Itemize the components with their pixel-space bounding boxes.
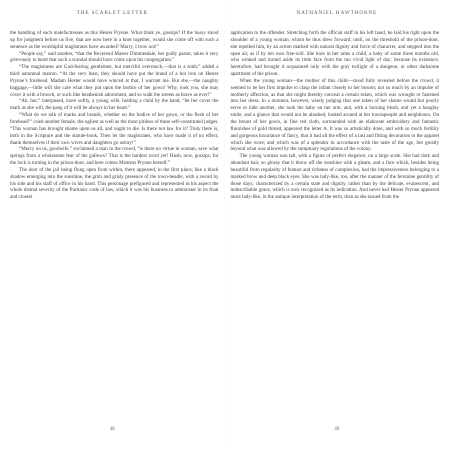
left-page-body	[10, 30, 219, 201]
paragraph: “Ah, but,” interposed, more softly, a young wife, holding a child by the hand, “let her cover the mark as she will, the pang of it will be always in her heart.”	[10, 98, 219, 112]
right-page	[225, 0, 449, 449]
running-head-left: THE SCARLET LETTER	[76, 10, 148, 16]
paragraph: “What do we talk of marks and brands, whether on the bodice of her gown, or the flesh of her forehead?” cried another female, the ugliest as well as the most pitiless of these self-constituted judges. “This woman has brought shame upon us all, and ought to die. Is there not law for it? Truly there is, both in the Scripture and the statute-book. Then let the magistrates, who have made it of no effect, thank themselves if their own wives and daughters go astray!”	[10, 112, 219, 146]
paragraph: the handling of such malefactresses as this Hester Prynne. What think ye, gossips? If the hussy stood up for judgment before us five, that are now here in a knot together, would she come off with such a sentence as the worshipful magistrates have awarded? Marry, I trow not!”	[10, 30, 219, 50]
paragraph: The young woman was tall, with a figure of perfect elegance, on a large scale. She had dark and abundant hair, so glossy that it threw off the sunshine with a gleam, and a face which, besides being beautiful from regularity of feature and richness of complexion, had the impressiveness belonging to a marked brow and deep black eyes. She was lady-like, too, after the manner of the feminine gentility of those days; characterized by a certain state and dignity, rather than by the delicate, evanescent, and indescribable grace, which is now recognized as its indication. And never had Hester Prynne appeared more lady-like, in the antique interpretation of the term, than as she issued from the	[230, 153, 439, 201]
paragraph: “Mercy on us, goodwife,” exclaimed a man in the crowd, “is there no virtue in woman, save what springs from a wholesome fear of the gallows? That is the hardest word yet! Hush, now, gossips; for the lock is turning in the prison-door, and here comes Mistress Prynne herself.”	[10, 146, 219, 167]
paragraph: The door of the jail being flung open from within, there appeared, in the first place, like a black shadow emerging into the sunshine, the grim and grisly presence of the town-beadle, with a sword by his side and his staff of office in his hand. This personage prefigured and represented in his aspect the whole dismal severity of the Puritanic code of law, which it was his business to administer in its final and closest	[10, 166, 219, 201]
paragraph: “The magistrates are God-fearing gentlemen, but merciful overmuch,—that is a truth,” added a third autumnal matron. “At the very least, they should have put the brand of a hot iron on Hester Prynne’s forehead. Madam Hester would have winced at that, I warrant me. But she,—the naughty baggage,—little will she care what they put upon the bodice of her gown! Why, look you, she may cover it with a brooch, or such like heathenish adornment, and so walk the streets as brave as ever!”	[10, 64, 219, 98]
right-page-body	[231, 30, 440, 201]
paragraph: application to the offender. Stretching forth the official staff in his left hand, he laid his right upon the shoulder of a young woman, whom he thus drew forward; until, on the threshold of the prison-door, she repelled him, by an action marked with natural dignity and force of character, and stepped into the open air, as if by her own free-will. She bore in her arms a child, a baby of some three months old, who winked and turned aside its little face from the too vivid light of day; because its existence, heretofore, had brought it acquainted only with the gray twilight of a dungeon, or other darksome apartment of the prison.	[230, 30, 439, 78]
page-number-left: 48	[109, 427, 115, 432]
paragraph: “People say,” said another, “that the Reverend Master Dimmesdale, her godly pastor, takes it very grievously to heart that such a scandal should have come upon his congregation.”	[10, 50, 219, 64]
paragraph: When the young woman—the mother of this child—stood fully revealed before the crowd, it seemed to be her first impulse to clasp the infant closely to her bosom; not so much by an impulse of motherly affection, as that she might thereby conceal a certain token, which was wrought or fastened into her dress. In a moment, however, wisely judging that one token of her shame would but poorly serve to hide another, she took the baby on her arm, and, with a burning blush, and yet a haughty smile, and a glance that would not be abashed, looked around at her townspeople and neighbours. On the breast of her gown, in fine red cloth, surrounded with an elaborate embroidery and fantastic flourishes of gold thread, appeared the letter A. It was so artistically done, and with so much fertility and gorgeous luxuriance of fancy, that it had all the effect of a last and fitting decoration to the apparel which she wore; and which was of a splendor in accordance with the taste of the age, but greatly beyond what was allowed by the sumptuary regulations of the colony.	[230, 77, 439, 153]
running-head-right: NATHANIEL HAWTHORNE	[296, 10, 378, 16]
page-number-right: 49	[334, 427, 340, 432]
